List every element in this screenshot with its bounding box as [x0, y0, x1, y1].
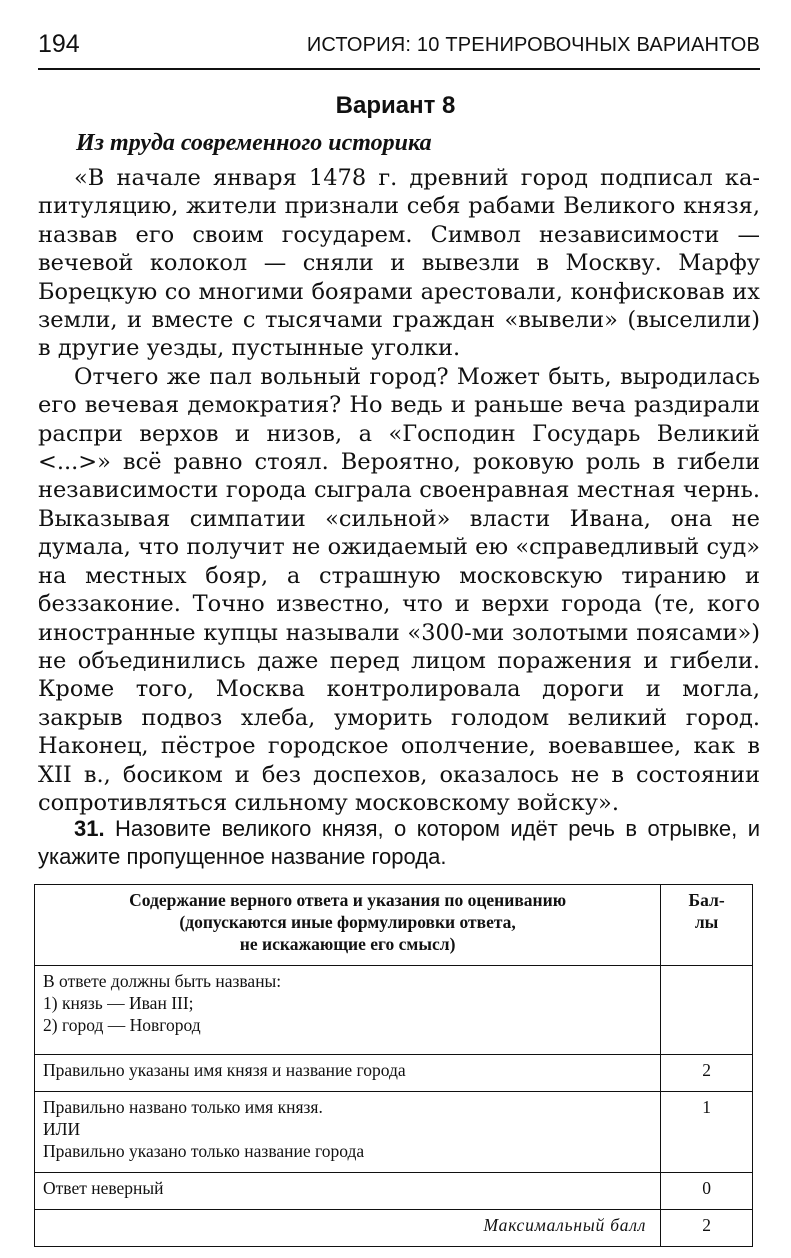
table-header-row [35, 885, 753, 966]
header-points-cell [661, 885, 753, 966]
answer-line: 1) князь — Иван III; [43, 993, 194, 1013]
header-points-line: лы [694, 912, 719, 932]
answer-line: 2) город — Новгород [43, 1015, 201, 1035]
criterion-cell: Правильно указаны имя князя и название города [35, 1055, 661, 1092]
header-content-line: не искажающие его смысл) [239, 934, 456, 954]
criterion-cell: Ответ неверный [35, 1173, 661, 1210]
header-content-line: (допускаются иные формулировки ответа, [179, 912, 516, 932]
question-text: Назовите великого князя, о котором идёт речь в отрывке, и укажите пропущенное название города. [38, 816, 760, 869]
max-score-row [35, 1210, 753, 1247]
table-row [35, 1173, 753, 1210]
max-score-label: Максимальный балл [35, 1210, 661, 1247]
header-content-line: Содержание верного ответа и указания по оцениванию [129, 890, 567, 910]
max-score-value: 2 [661, 1210, 753, 1247]
page-header [38, 26, 760, 70]
question-number: 31. [74, 816, 105, 841]
header-points-line: Бал- [688, 890, 725, 910]
points-cell: 2 [661, 1055, 753, 1092]
running-title: ИСТОРИЯ: 10 ТРЕНИРОВОЧНЫХ ВАРИАНТОВ [306, 34, 760, 56]
source-title: Из труда современного историка [76, 130, 432, 156]
criterion-cell [35, 1092, 661, 1173]
header-content-cell [35, 885, 661, 966]
table-row [35, 966, 753, 1055]
answer-line: В ответе должны быть названы: [43, 971, 282, 991]
question-31 [38, 815, 760, 871]
historian-passage [38, 164, 760, 817]
table-row [35, 1092, 753, 1173]
passage-paragraph-1: «В начале января 1478 г. древний город подписал капитуляцию, жители признали себя рабами Великого князя, назвав его своим государем. Символ независимости — вечевой колокол — сняли и вывезли в Москву. Марфу Борецкую со многими боярами арестовали, конфисковав их земли, и вместе с тысячами граждан «вывели» (выселили) в другие уезды, пустынные уголки. [38, 165, 760, 362]
answer-requirements-cell [35, 966, 661, 1055]
criterion-line: Правильно указано только название города [43, 1141, 365, 1161]
points-cell: 1 [661, 1092, 753, 1173]
points-cell: 0 [661, 1173, 753, 1210]
table-row [35, 1055, 753, 1092]
page-number: 194 [38, 30, 80, 58]
criterion-line: ИЛИ [43, 1119, 81, 1139]
empty-points-cell [661, 966, 753, 1055]
variant-title: Вариант 8 [335, 92, 456, 119]
passage-paragraph-2: Отчего же пал вольный город? Может быть, выродилась его вечевая демократия? Но ведь и раньше веча раздирали распри верхов и низов, а «Господин Государь Великий <...>» всё равно стоял. Вероятно, роковую роль в гибели независимости города сыграла своенравная местная чернь. Выказывая симпатии «сильной» власти Ивана, она не думала, что получит не ожидаемый ею «справедливый суд» на местных бояр, а страшную московскую тиранию и беззаконие. Точно известно, что и верхи города (те, кого иностранные купцы называли «300-ми золотыми поясами») не объединились даже перед лицом поражения и гибели. Кроме того, Москва контролировала дороги и могла, закрыв подвоз хлеба, уморить голодом великий город. Наконец, пёстрое городское ополчение, воевавшее, как в XII в., босиком и без доспехов, оказалось не в состоянии сопротивляться сильному московскому войску». [38, 363, 760, 816]
grading-criteria-table [34, 884, 753, 1247]
criterion-line: Правильно названо только имя князя. [43, 1097, 323, 1117]
